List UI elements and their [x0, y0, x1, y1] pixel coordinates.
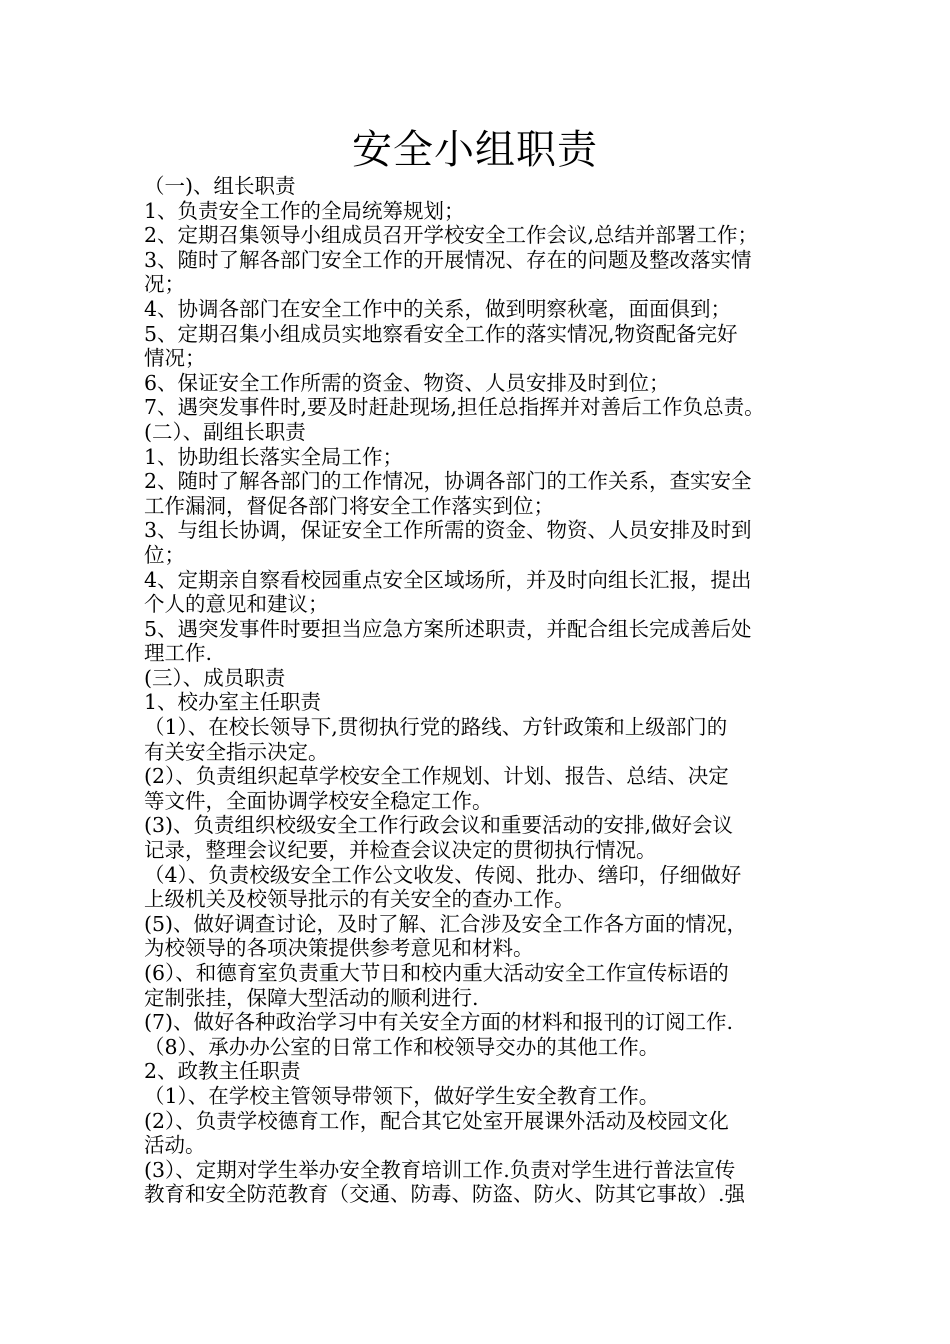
text-line: 上级机关及校领导批示的有关安全的查办工作。: [144, 887, 575, 912]
text-line: 活动。: [144, 1133, 206, 1158]
text-line: 6、保证安全工作所需的资金、物资、人员安排及时到位；: [144, 370, 670, 395]
text-line: （8）、承办办公室的日常工作和校领导交办的其他工作。: [144, 1034, 660, 1059]
text-line: (5)、做好调查讨论，及时了解、汇合涉及安全工作各方面的情况，: [144, 911, 748, 936]
text-line: (3）、定期对学生举办安全教育培训工作.负责对学生进行普法宣传: [144, 1157, 736, 1182]
text-line: （4）、负责校级安全工作公文收发、传阅、批办、缮印，仔细做好: [144, 862, 742, 887]
text-line: (6）、和德育室负责重大节日和校内重大活动安全工作宣传标语的: [144, 961, 729, 985]
text-line: 1、校办室主任职责: [144, 690, 322, 715]
text-line: (二）、副组长职责: [144, 419, 306, 444]
text-line: 2、政教主任职责: [144, 1059, 301, 1084]
text-line: (7)、做好各种政治学习中有关安全方面的材料和报刊的订阅工作.: [144, 1010, 734, 1035]
text-line: 4、定期亲自察看校园重点安全区域场所，并及时向组长汇报，提出: [144, 567, 752, 592]
text-line: 3、与组长协调，保证安全工作所需的资金、物资、人员安排及时到: [144, 518, 752, 543]
text-line: 工作漏洞，督促各部门将安全工作落实到位；: [144, 493, 554, 518]
text-line: 2、随时了解各部门的工作情况，协调各部门的工作关系，查实安全: [144, 469, 752, 494]
text-line: (三）、成员职责: [144, 665, 286, 690]
text-line: 情况；: [144, 346, 206, 371]
text-line: (2）、负责组织起草学校安全工作规划、计划、报告、总结、决定: [144, 764, 729, 789]
text-line: 记录，整理会议纪要，并检查会议决定的贯彻执行情况。: [144, 838, 657, 863]
document-body: [144, 174, 816, 1207]
text-line: （1）、在校长领导下,贯彻执行党的路线、方针政策和上级部门的: [144, 715, 728, 740]
text-line: 5、遇突发事件时要担当应急方案所述职责，并配合组长完成善后处: [144, 616, 752, 641]
text-line: 理工作.: [144, 641, 213, 666]
text-line: (3)、负责组织校级安全工作行政会议和重要活动的安排,做好会议: [144, 813, 734, 838]
text-line: 7、遇突发事件时,要及时赶赴现场,担任总指挥并对善后工作负总责。: [144, 395, 765, 420]
text-line: 3、随时了解各部门安全工作的开展情况、存在的问题及整改落实情: [144, 247, 752, 272]
text-line: 5、定期召集小组成员实地察看安全工作的落实情况,物资配备完好: [144, 321, 738, 346]
text-line: 等文件，全面协调学校安全稳定工作。: [144, 788, 493, 813]
text-line: 4、协调各部门在安全工作中的关系，做到明察秋毫，面面俱到；: [144, 296, 732, 321]
text-line: 2、定期召集领导小组成员召开学校安全工作会议,总结并部署工作；: [144, 223, 759, 248]
text-line: （一)、组长职责: [144, 174, 296, 198]
text-line: 教育和安全防范教育（交通、防毒、防盗、防火、防其它事故）.强: [144, 1182, 746, 1207]
text-line: （1）、在学校主管领导带领下，做好学生安全教育工作。: [144, 1083, 660, 1108]
text-line: 有关安全指示决定。: [144, 739, 329, 764]
text-line: 1、负责安全工作的全局统筹规划；: [144, 198, 465, 223]
text-line: 1、协助组长落实全局工作；: [144, 444, 404, 469]
text-line: 定制张挂，保障大型活动的顺利进行.: [144, 985, 479, 1010]
text-line: 为校领导的各项决策提供参考意见和材料。: [144, 936, 534, 961]
text-line: (2）、负责学校德育工作，配合其它处室开展课外活动及校园文化: [144, 1108, 729, 1133]
text-line: 位；: [144, 542, 185, 567]
page-title: 安全小组职责: [352, 127, 598, 173]
text-line: 况；: [144, 272, 185, 297]
text-line: 个人的意见和建议；: [144, 592, 329, 617]
